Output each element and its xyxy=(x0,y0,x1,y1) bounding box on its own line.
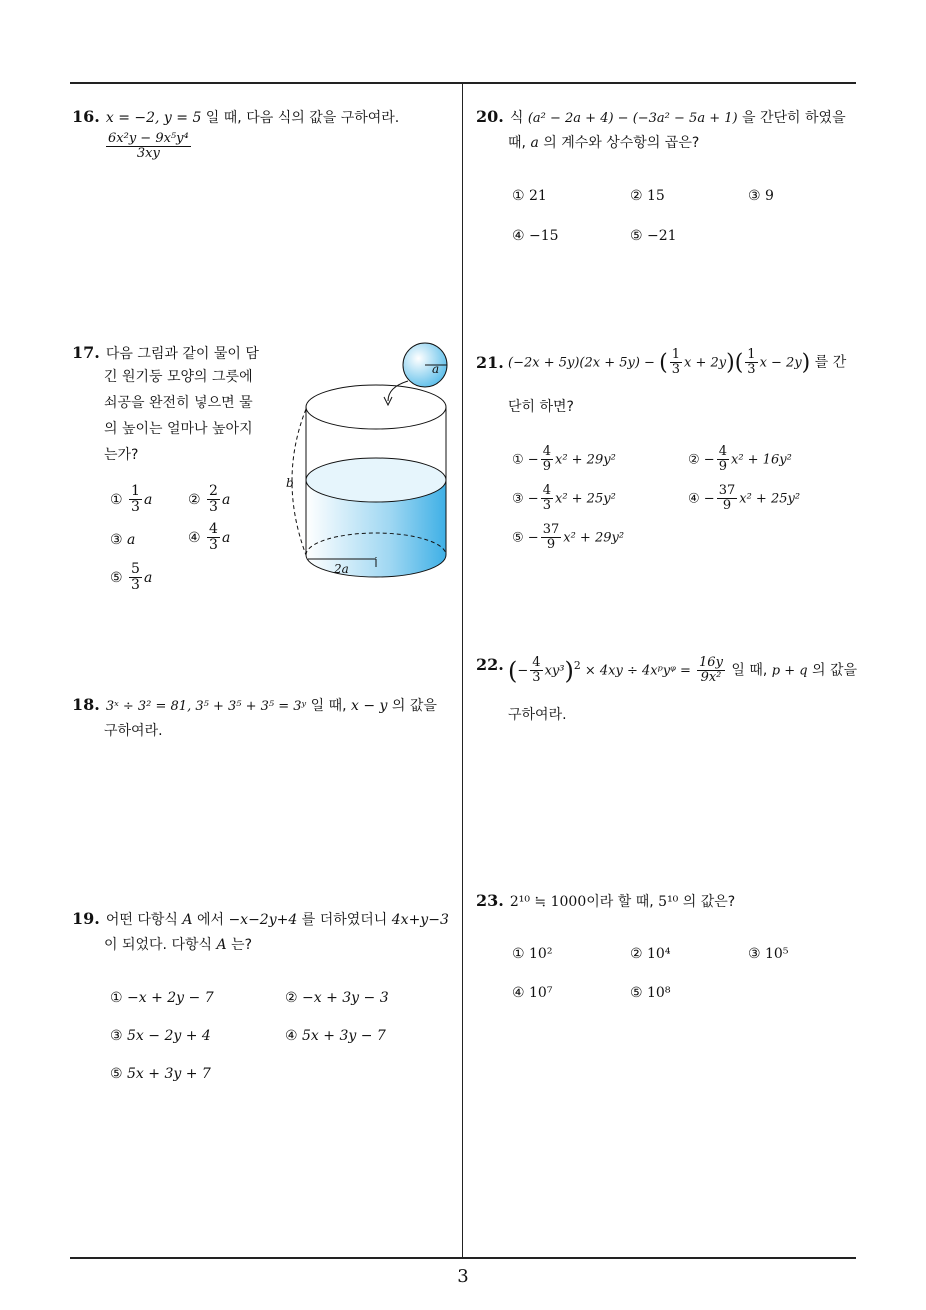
option-mark: ③ xyxy=(512,491,524,507)
option-mark: ② xyxy=(630,946,643,962)
option-value: 10⁸ xyxy=(647,985,671,1001)
expression: −x−2y+4 xyxy=(228,912,298,928)
expression: (−2x + 5y)(2x + 5y) − xyxy=(508,355,655,371)
expression-fraction xyxy=(106,132,191,162)
option-value: 10² xyxy=(529,946,553,962)
expression: 2¹⁰ ≒ 1000 xyxy=(509,894,587,910)
denominator: 9 xyxy=(722,498,732,514)
option-value: −15 xyxy=(529,228,559,244)
option-1[interactable] xyxy=(512,445,616,475)
option-mark: ⑤ xyxy=(110,1066,123,1082)
question-text: 를 더하였더니 xyxy=(297,912,392,928)
question-text: 이라 할 때, xyxy=(586,894,659,910)
denominator: 3 xyxy=(542,498,551,514)
option-value: 10⁵ xyxy=(765,946,789,962)
expression: p + q xyxy=(771,663,808,679)
option-5[interactable] xyxy=(630,985,670,1001)
option-value: a xyxy=(221,529,231,546)
question-text: 일 때, xyxy=(306,698,352,714)
option-mark: ① xyxy=(110,990,123,1006)
option-4[interactable] xyxy=(688,484,800,514)
option-value: −x + 3y − 3 xyxy=(302,990,389,1006)
variable: A xyxy=(216,937,227,953)
option-value: x² + 29y² xyxy=(563,530,625,546)
option-mark: ③ xyxy=(748,188,761,204)
question-text: 일 때, 다음 식의 값을 구하여라. xyxy=(201,110,400,126)
expression: 3ˣ ÷ 3² = 81, 3⁵ + 3⁵ + 3⁵ = 3ʸ xyxy=(105,699,307,714)
option-value: x² + 25y² xyxy=(554,491,616,507)
denominator: 9 xyxy=(718,459,727,475)
denominator: 3 xyxy=(209,499,218,516)
question-16 xyxy=(72,102,399,132)
numerator: 6x²y − 9x⁵y⁴ xyxy=(108,131,189,146)
sphere-radius-label: a xyxy=(432,362,440,376)
expression: (a² − 2a + 4) − (−3a² − 5a + 1) xyxy=(527,111,738,126)
question-21 xyxy=(476,348,510,378)
top-rule xyxy=(70,82,856,84)
option-mark: ① xyxy=(512,188,525,204)
water-surface xyxy=(306,458,446,502)
question-number: 16. xyxy=(72,107,100,126)
numerator: 2 xyxy=(209,483,218,499)
option-mark: ④ xyxy=(188,529,201,546)
option-mark: ④ xyxy=(512,228,525,244)
question-18 xyxy=(72,690,437,720)
expression: × 4xy ÷ 4xᵖyᵠ = xyxy=(584,663,691,679)
expression: 5¹⁰ xyxy=(658,894,679,910)
option-3[interactable] xyxy=(110,532,135,548)
option-4[interactable] xyxy=(188,522,230,554)
option-mark: ⑤ xyxy=(512,530,524,546)
option-2[interactable] xyxy=(630,946,670,962)
option-3[interactable] xyxy=(748,188,774,204)
numerator: 4 xyxy=(718,444,727,459)
numerator: 4 xyxy=(209,521,218,537)
option-value: x² + 29y² xyxy=(554,452,616,468)
option-value: −x + 2y − 7 xyxy=(127,990,214,1006)
question-text: 에서 xyxy=(192,912,229,928)
question-text: 을 간단히 하였을 xyxy=(737,110,846,126)
option-mark: ② xyxy=(188,491,201,508)
question-22 xyxy=(476,650,510,680)
option-mark: ① xyxy=(110,491,123,508)
option-3[interactable] xyxy=(748,946,788,962)
question-text: 어떤 다항식 xyxy=(105,912,183,928)
numerator: 4 xyxy=(542,444,551,459)
option-1[interactable] xyxy=(110,990,214,1006)
question-text: 의 값을 xyxy=(387,698,437,714)
denominator: 3 xyxy=(131,577,140,594)
variable: A xyxy=(182,912,193,928)
question-text: 는? xyxy=(226,937,252,953)
option-mark: ② xyxy=(688,452,700,468)
option-value: a xyxy=(127,532,136,548)
question-line-1: 다음 그림과 같이 물이 담 xyxy=(105,346,259,362)
option-value: x² + 16y² xyxy=(730,452,792,468)
question-number: 20. xyxy=(476,107,504,126)
denominator: 3xy xyxy=(136,146,160,162)
question-number: 18. xyxy=(72,695,100,714)
denominator: 3 xyxy=(209,537,218,554)
question-17-line-3: 쇠공을 완전히 넣으면 물 xyxy=(104,395,253,411)
option-mark: ③ xyxy=(110,1028,123,1044)
option-4[interactable] xyxy=(512,228,559,244)
denominator: 9 xyxy=(546,537,556,553)
question-18-line-2: 구하여라. xyxy=(104,723,163,739)
option-value: 5x + 3y + 7 xyxy=(127,1066,211,1082)
option-value: −21 xyxy=(647,228,677,244)
sign: − xyxy=(527,452,539,468)
option-2[interactable] xyxy=(688,445,792,475)
question-text: 때, xyxy=(508,135,531,151)
denominator: 9 xyxy=(542,459,551,475)
numerator: 1 xyxy=(131,483,140,499)
option-mark: ① xyxy=(512,452,524,468)
option-mark: ⑤ xyxy=(630,228,643,244)
question-text: 식 xyxy=(509,110,528,126)
option-mark: ③ xyxy=(748,946,761,962)
option-2[interactable] xyxy=(188,484,230,516)
numerator: 5 xyxy=(131,561,140,577)
option-value: x² + 25y² xyxy=(739,491,801,507)
option-mark: ④ xyxy=(688,491,700,507)
option-mark: ③ xyxy=(110,532,123,548)
numerator: 37 xyxy=(718,483,736,498)
option-value: 21 xyxy=(529,188,547,204)
option-2[interactable] xyxy=(630,188,665,204)
variable: a xyxy=(530,135,539,151)
question-number: 21. xyxy=(476,353,504,372)
question-number: 23. xyxy=(476,891,504,910)
question-20 xyxy=(476,102,846,132)
option-mark: ② xyxy=(285,990,298,1006)
option-mark: ⑤ xyxy=(630,985,643,1001)
option-1[interactable] xyxy=(110,484,152,516)
question-17-line-5: 는가? xyxy=(104,447,139,463)
option-2[interactable] xyxy=(285,990,389,1006)
sign: − xyxy=(703,452,715,468)
base-radius-label: 2a xyxy=(334,562,349,576)
option-3[interactable] xyxy=(110,1028,211,1044)
question-23 xyxy=(476,886,735,916)
expression: x − y xyxy=(351,698,388,714)
question-number: 22. xyxy=(476,655,504,674)
option-5[interactable] xyxy=(512,523,624,553)
sign: − xyxy=(703,491,715,507)
option-mark: ④ xyxy=(512,985,525,1001)
bottom-rule xyxy=(70,1257,856,1259)
question-17-line-4: 의 높이는 얼마나 높아지 xyxy=(104,421,253,437)
question-text: 의 값은? xyxy=(678,894,736,910)
option-mark: ② xyxy=(630,188,643,204)
option-mark: ① xyxy=(512,946,525,962)
option-5[interactable] xyxy=(110,1066,211,1082)
question-number: 17. xyxy=(72,343,100,362)
option-value: a xyxy=(221,491,231,508)
option-value: 5x − 2y + 4 xyxy=(127,1028,211,1044)
option-4[interactable] xyxy=(285,1028,386,1044)
option-mark: ④ xyxy=(285,1028,298,1044)
question-number: 19. xyxy=(72,909,100,928)
numerator: 4 xyxy=(542,483,551,498)
option-5[interactable] xyxy=(630,228,677,244)
question-19 xyxy=(72,904,449,934)
option-1[interactable] xyxy=(512,188,547,204)
option-value: 15 xyxy=(647,188,665,204)
option-value: a xyxy=(143,569,153,586)
cylinder-top xyxy=(306,385,446,429)
column-divider xyxy=(462,83,463,1258)
question-22-expression: (− $\frac{4}{3}$ xy³)$^2$ × 4xy ÷ 4xᵖyᵠ = $\frac{16y}{\text{9x²}}$ 일 때, p + q 의 값을 xyxy=(508,655,858,686)
option-4[interactable] xyxy=(512,985,552,1001)
sign: − xyxy=(527,491,539,507)
question-text: 일 때, xyxy=(726,662,772,679)
question-20-line-2 xyxy=(508,130,699,157)
option-value: 9 xyxy=(765,188,774,204)
expression: 4x+y−3 xyxy=(391,912,449,928)
question-text: 를 간 xyxy=(810,354,847,371)
option-value: 10⁴ xyxy=(647,946,671,962)
denominator: 3 xyxy=(131,499,140,516)
height-label: b xyxy=(286,476,294,490)
option-3[interactable] xyxy=(512,484,616,514)
question-19-line-2 xyxy=(104,932,252,959)
question-21-expression: (−2x + 5y)(2x + 5y) − ( $\frac{1}{3}$ x + 2y)( $\frac{1}{3}$ x − 2y) 를 간 xyxy=(508,347,847,378)
question-text: 의 값을 xyxy=(807,662,858,679)
numerator: 37 xyxy=(542,522,560,537)
condition: x = −2, y = 5 xyxy=(105,110,202,126)
option-1[interactable] xyxy=(512,946,552,962)
numerator: 16y xyxy=(699,655,723,670)
option-5[interactable] xyxy=(110,562,152,594)
option-value: a xyxy=(143,491,153,508)
option-value: 10⁷ xyxy=(529,985,553,1001)
option-value: 5x + 3y − 7 xyxy=(302,1028,386,1044)
question-text: 이 되었다. 다항식 xyxy=(104,937,217,953)
question-22-line-2: 구하여라. xyxy=(508,707,567,723)
sign: − xyxy=(527,530,539,546)
question-17-line-2: 긴 원기둥 모양의 그릇에 xyxy=(104,369,253,385)
denominator: 9x² xyxy=(700,670,722,686)
page-number: 3 xyxy=(457,1266,469,1287)
question-21-line-2: 단히 하면? xyxy=(508,399,574,415)
option-mark: ⑤ xyxy=(110,569,123,586)
question-text: 의 계수와 상수항의 곱은? xyxy=(538,135,700,151)
